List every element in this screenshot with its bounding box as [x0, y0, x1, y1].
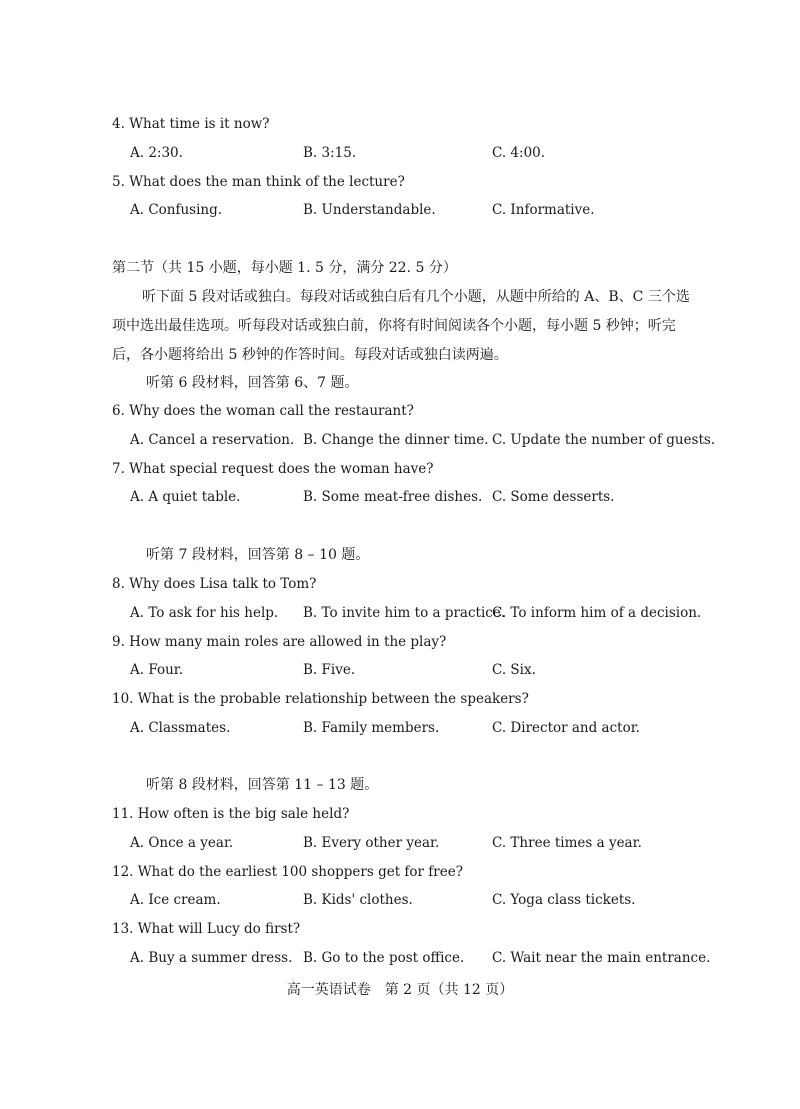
question-12-options	[130, 890, 770, 910]
question-9-options	[130, 660, 770, 680]
option-b: B. Family members.	[303, 720, 440, 736]
option-c: C. Director and actor.	[492, 720, 640, 736]
question-6-options	[130, 430, 770, 450]
question-8-options	[130, 603, 770, 623]
question-7-options	[130, 487, 770, 507]
option-a: A. Classmates.	[130, 720, 231, 736]
option-b: B. Understandable.	[303, 202, 436, 218]
option-a: A. 2:30.	[130, 145, 183, 161]
option-c: C. 4:00.	[492, 145, 546, 161]
option-b: B. 3:15.	[303, 145, 357, 161]
question-11-options	[130, 833, 770, 853]
option-b: B. Kids' clothes.	[303, 892, 413, 908]
question-10-options	[130, 718, 770, 738]
option-a: A. Cancel a reservation.	[130, 432, 295, 448]
group-8-instruction: 听第 8 段材料，回答第 11 – 13 题。	[146, 777, 379, 793]
option-c: C. To inform him of a decision.	[492, 605, 702, 621]
option-b: B. Go to the post office.	[303, 950, 465, 966]
option-a: A. Confusing.	[130, 202, 223, 218]
option-c: C. Wait near the main entrance.	[492, 950, 711, 966]
group-7-instruction: 听第 7 段材料，回答第 8 – 10 题。	[146, 547, 370, 563]
option-c: C. Three times a year.	[492, 835, 642, 851]
question-9: 9. How many main roles are allowed in the play?	[112, 634, 447, 650]
question-11: 11. How often is the big sale held?	[112, 806, 350, 822]
option-a: A. Buy a summer dress.	[130, 950, 293, 966]
section-instructions: 听下面 5 段对话或独白。每段对话或独白后有几个小题，从题中所给的 A、B、C 三个选项中选出最佳选项。听每段对话或独白前，你将有时间阅读各个小题，每小题 5 秒钟；听完后，各小题将给出 5 秒钟的作答时间。每段对话或独白读两遍。	[112, 289, 690, 363]
question-4-options	[130, 143, 770, 163]
question-12: 12. What do the earliest 100 shoppers get for free?	[112, 864, 463, 880]
question-5: 5. What does the man think of the lecture?	[112, 174, 405, 190]
question-13: 13. What will Lucy do first?	[112, 921, 301, 937]
option-c: C. Six.	[492, 662, 536, 678]
option-a: A. Ice cream.	[130, 892, 221, 908]
page-footer: 高一英语试卷 第 2 页（共 12 页）	[286, 982, 514, 998]
option-c: C. Informative.	[492, 202, 595, 218]
option-c: C. Update the number of guests.	[492, 432, 716, 448]
option-b: B. Some meat-free dishes.	[303, 489, 483, 505]
option-a: A. Once a year.	[130, 835, 234, 851]
question-4: 4. What time is it now?	[112, 116, 270, 132]
option-a: A. A quiet table.	[130, 489, 241, 505]
option-b: B. To invite him to a practice.	[303, 605, 506, 621]
question-6: 6. Why does the woman call the restaurant?	[112, 403, 414, 419]
section-heading: 第二节（共 15 小题，每小题 1. 5 分，满分 22. 5 分）	[112, 260, 457, 276]
option-c: C. Yoga class tickets.	[492, 892, 636, 908]
option-b: B. Change the dinner time.	[303, 432, 489, 448]
question-10: 10. What is the probable relationship between the speakers?	[112, 691, 529, 707]
question-13-options	[130, 948, 770, 968]
question-7: 7. What special request does the woman have?	[112, 461, 434, 477]
option-c: C. Some desserts.	[492, 489, 615, 505]
option-b: B. Five.	[303, 662, 356, 678]
question-5-options	[130, 200, 770, 220]
option-b: B. Every other year.	[303, 835, 440, 851]
group-6-instruction: 听第 6 段材料，回答第 6、7 题。	[146, 375, 359, 391]
option-a: A. To ask for his help.	[130, 605, 279, 621]
question-8: 8. Why does Lisa talk to Tom?	[112, 576, 317, 592]
option-a: A. Four.	[130, 662, 184, 678]
